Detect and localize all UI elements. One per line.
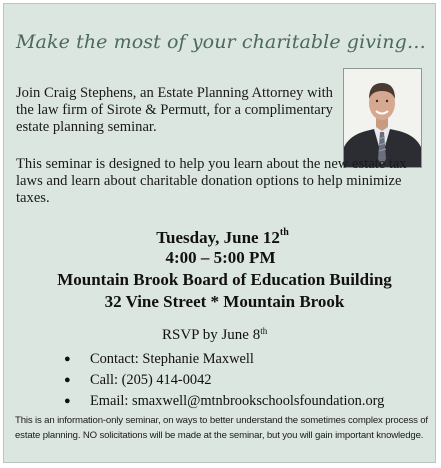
presenter-photo	[343, 68, 422, 168]
contact-list	[64, 349, 384, 412]
event-date: Tuesday, June 12th	[156, 227, 289, 247]
description-paragraph: This seminar is designed to help you learn about the new estate tax laws and learn about charitable donation options to help minimize taxes.	[16, 156, 407, 206]
presenter-portrait-icon	[344, 69, 421, 167]
bullet-icon: ●	[64, 353, 71, 365]
rsvp-deadline: RSVP by June 8th	[162, 326, 268, 343]
intro-paragraph: Join Craig Stephens, an Estate Planning Attorney with the law firm of Sirote & Permutt, for a complimentary estate planning seminar.	[16, 85, 333, 135]
flyer-panel	[3, 3, 436, 463]
bullet-icon: ●	[64, 395, 71, 407]
disclaimer: This is an information-only seminar, on ways to better understand the sometimes complex process of estate planning. NO solicitations will be made at the seminar, but you will gain important knowledge.	[15, 415, 428, 441]
headline: Make the most of your charitable giving…	[16, 31, 426, 53]
contact-name: ● Contact: Stephanie Maxwell	[64, 349, 384, 370]
contact-email: ● Email: smaxwell@mtnbrookschoolsfoundation.org	[64, 391, 384, 412]
bullet-icon: ●	[64, 374, 71, 386]
event-time: 4:00 – 5:00 PM	[165, 248, 276, 267]
contact-phone: ● Call: (205) 414-0042	[64, 370, 384, 391]
event-venue: Mountain Brook Board of Education Building	[57, 270, 392, 289]
event-address: 32 Vine Street * Mountain Brook	[104, 292, 345, 311]
